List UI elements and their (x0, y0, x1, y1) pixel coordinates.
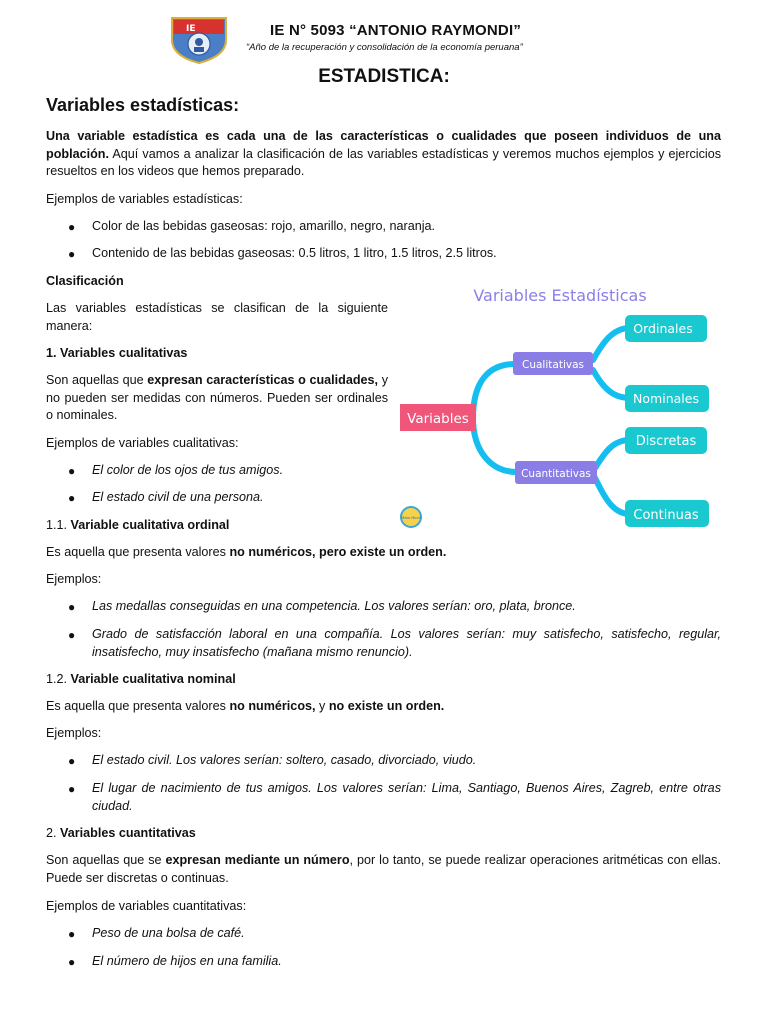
continuas-node-label: Continuas (633, 508, 699, 523)
nominales-node-label: Nominales (633, 391, 699, 406)
list-item: Peso de una bolsa de café. (92, 926, 245, 940)
logo-text: IE (186, 24, 196, 34)
nominal-heading (46, 671, 721, 689)
qualitative-text-bold: expresan características o cualidades, (147, 373, 379, 387)
nominal-heading-text: Variable cualitativa nominal (70, 672, 236, 686)
bullet-icon: ● (68, 247, 76, 261)
list-item: El color de los ojos de tus amigos. (92, 463, 284, 477)
nominal-number: 1.2. (46, 672, 71, 686)
nominal-text-part: y (315, 699, 329, 713)
intro-bold-text: Una variable estadística es cada una de las características o cualidades que poseen individuos de una población. (46, 129, 721, 161)
ordinales-node-label: Ordinales (633, 321, 693, 336)
list-item: Color de las bebidas gaseosas: rojo, amarillo, negro, naranja. (92, 219, 436, 233)
list-item: El número de hijos en una familia. (92, 954, 282, 968)
classification-heading: Clasificación (46, 274, 124, 288)
year-motto: “Año de la recuperación y consolidación de la economía peruana” (246, 42, 523, 53)
diagram-title: Variables Estadísticas (473, 286, 647, 305)
quantitative-text-part: Son aquellas que se (46, 853, 166, 867)
quantitative-text-part: , por lo tanto, se puede realizar operaciones aritméticas con ellas. Puede ser discretas o continuas. (46, 853, 721, 885)
school-logo (168, 14, 230, 64)
list-item: El estado civil de una persona. (92, 490, 264, 504)
quantitative-examples-label: Ejemplos de variables cuantitativas: (46, 899, 247, 913)
qualitative-examples-label: Ejemplos de variables cualitativas: (46, 436, 239, 450)
root-node-label: Variables (407, 411, 469, 427)
ordinal-text-bold: no numéricos, pero existe un orden. (229, 545, 447, 559)
connector-line (473, 364, 515, 418)
list-item: Grado de satisfacción laboral en una compañía. Los valores serían: muy satisfecho, satisfecho, regular, insatisfecho, muy insatisfecho (mañana mismo renuncio). (92, 627, 721, 659)
ordinal-text-part: Es aquella que presenta valores (46, 545, 230, 559)
quantitative-node-label: Cuantitativas (521, 468, 591, 480)
quantitative-text-bold: expresan mediante un número (165, 853, 350, 867)
nominal-text (46, 698, 721, 716)
connector-line (473, 418, 517, 472)
bullet-icon: ● (68, 464, 76, 478)
bullet-icon: ● (68, 220, 76, 234)
ordinal-number: 1.1. (46, 518, 71, 532)
qualitative-text (46, 372, 388, 425)
bullet-icon: ● (68, 754, 76, 768)
nominal-text-bold: no numéricos, (229, 699, 316, 713)
bullet-icon: ● (68, 955, 76, 969)
list-item: El lugar de nacimiento de tus amigos. Los valores serían: Lima, Santiago, Buenos Aires, Zagreb, entre otras ciudad. (92, 781, 721, 813)
variables-mind-map (395, 280, 725, 540)
connector-line (595, 478, 630, 514)
bullet-icon: ● (68, 600, 76, 614)
nominal-text-bold: no existe un orden. (328, 699, 445, 713)
quantitative-number: 2. (46, 826, 61, 840)
intro-paragraph (46, 128, 721, 181)
qualitative-text-part: Son aquellas que (46, 373, 148, 387)
bullet-icon: ● (68, 927, 76, 941)
bullet-icon: ● (68, 782, 76, 796)
qualitative-node-label: Cualitativas (522, 359, 584, 371)
quantitative-text (46, 852, 721, 887)
ordinal-text (46, 544, 721, 562)
connector-line (593, 370, 630, 398)
intro-text: Aquí vamos a analizar la clasificación de las variables estadísticas y veremos muchos ejemplos y ejercicios resueltos en los videos que hemos preparado. (46, 146, 721, 178)
bullet-icon: ● (68, 628, 76, 642)
quantitative-heading-text: Variables cuantitativas (60, 826, 196, 840)
list-item: El estado civil. Los valores serían: soltero, casado, divorciado, viudo. (92, 753, 477, 767)
examples-label: Ejemplos de variables estadísticas: (46, 192, 243, 206)
nominal-examples-label: Ejemplos: (46, 726, 102, 740)
ordinal-heading-text: Variable cualitativa ordinal (70, 518, 230, 532)
quantitative-heading (46, 825, 721, 843)
qualitative-heading: 1. Variables cualitativas (46, 346, 188, 360)
section-heading: Variables estadísticas: (46, 95, 240, 115)
connector-line (593, 328, 630, 360)
list-item: Las medallas conseguidas en una competencia. Los valores serían: oro, plata, bronce. (92, 599, 576, 613)
page-title: ESTADISTICA: (318, 66, 450, 87)
discretas-node-label: Discretas (635, 434, 697, 449)
connector-line (595, 440, 630, 468)
classification-text: Las variables estadísticas se clasifican de la siguiente manera: (46, 301, 388, 333)
nominal-text-part: Es aquella que presenta valores (46, 699, 230, 713)
list-item: Contenido de las bebidas gaseosas: 0.5 litros, 1 litro, 1.5 litros, 2.5 litros. (92, 246, 497, 260)
school-name: IE N° 5093 “ANTONIO RAYMONDI” (270, 22, 522, 39)
brand-badge-label: Mate Movil (401, 516, 421, 520)
qualitative-text-part: y no pueden ser medidas con números. Pueden ser ordinales o nominales. (46, 373, 388, 422)
bullet-icon: ● (68, 491, 76, 505)
ordinal-examples-label: Ejemplos: (46, 572, 102, 586)
